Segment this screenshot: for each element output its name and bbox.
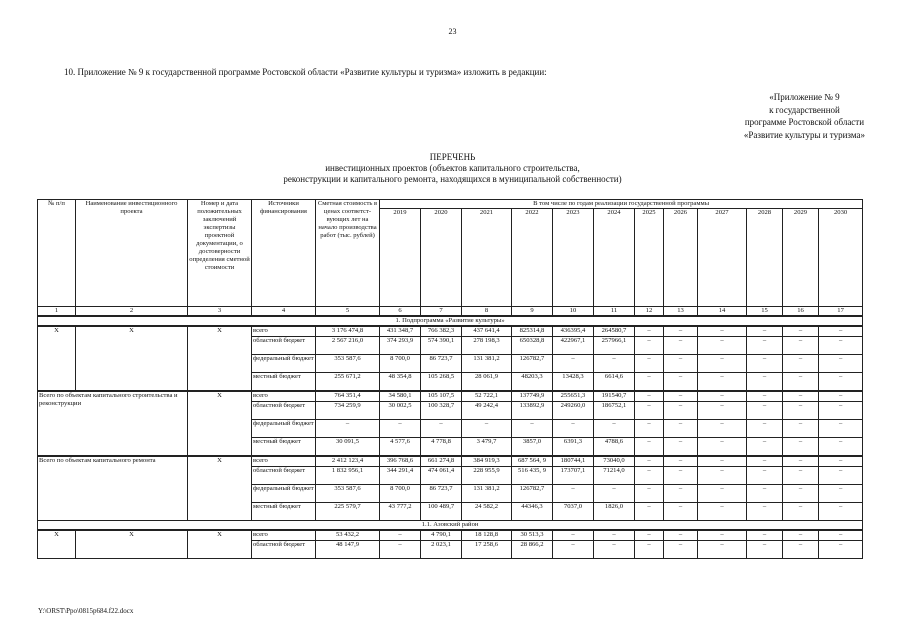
year-value: 52 722,1 <box>462 391 512 402</box>
year-value: 6391,3 <box>553 438 594 457</box>
year-value: – <box>635 485 664 503</box>
year-value: – <box>512 420 553 438</box>
year-value: – <box>747 467 783 485</box>
year-value: 48203,3 <box>512 373 553 392</box>
estimated-cost: 2 567 216,0 <box>316 337 380 355</box>
year-value: – <box>698 530 747 541</box>
year-value: – <box>664 337 698 355</box>
year-value: – <box>819 326 863 337</box>
year-value: 384 919,3 <box>462 456 512 467</box>
year-value: 2 023,1 <box>421 541 462 559</box>
estimated-cost: 1 832 956,1 <box>316 467 380 485</box>
estimated-cost: – <box>316 420 380 438</box>
row-name: X <box>76 530 188 559</box>
estimated-cost: 48 147,9 <box>316 541 380 559</box>
year-value: – <box>664 420 698 438</box>
column-number: 8 <box>462 307 512 317</box>
year-value: 422967,1 <box>553 337 594 355</box>
estimated-cost: 3 176 474,8 <box>316 326 380 337</box>
year-value: 278 198,3 <box>462 337 512 355</box>
year-value: – <box>698 503 747 521</box>
header-year: 2024 <box>594 209 635 307</box>
row-doc: X <box>188 456 252 521</box>
table-row <box>38 326 863 337</box>
year-value: – <box>664 355 698 373</box>
year-value: – <box>664 541 698 559</box>
year-value: – <box>635 456 664 467</box>
year-value: – <box>380 530 421 541</box>
funding-source: областной бюджет <box>252 541 316 559</box>
year-value: – <box>819 402 863 420</box>
column-number: 12 <box>635 307 664 317</box>
funding-source: федеральный бюджет <box>252 420 316 438</box>
year-value: – <box>635 438 664 457</box>
year-value: 86 723,7 <box>421 485 462 503</box>
year-value: 131 381,2 <box>462 355 512 373</box>
year-value: 105 268,5 <box>421 373 462 392</box>
year-value: 825314,8 <box>512 326 553 337</box>
year-value: – <box>553 485 594 503</box>
row-doc: X <box>188 391 252 456</box>
year-value: – <box>698 355 747 373</box>
year-value: – <box>698 391 747 402</box>
header-year: 2023 <box>553 209 594 307</box>
row-name: X <box>76 326 188 391</box>
year-value: 4 778,8 <box>421 438 462 457</box>
year-value: 131 381,2 <box>462 485 512 503</box>
column-number: 5 <box>316 307 380 317</box>
year-value: – <box>819 438 863 457</box>
year-value: 18 128,8 <box>462 530 512 541</box>
year-value: – <box>783 337 819 355</box>
year-value: – <box>747 402 783 420</box>
year-value: 100 328,7 <box>421 402 462 420</box>
year-value: 86 723,7 <box>421 355 462 373</box>
year-value: – <box>783 541 819 559</box>
year-value: – <box>819 456 863 467</box>
year-value: 43 777,2 <box>380 503 421 521</box>
year-value: – <box>747 503 783 521</box>
year-value: – <box>594 355 635 373</box>
year-value: 100 489,7 <box>421 503 462 521</box>
column-number: 10 <box>553 307 594 317</box>
estimated-cost: 53 432,2 <box>316 530 380 541</box>
year-value: – <box>747 485 783 503</box>
year-value: 687 564, 9 <box>512 456 553 467</box>
year-value: – <box>747 326 783 337</box>
column-number: 2 <box>76 307 188 317</box>
year-value: 264580,7 <box>594 326 635 337</box>
funding-source: областной бюджет <box>252 337 316 355</box>
appendix-line: «Развитие культуры и туризма» <box>743 129 865 140</box>
header-year: 2022 <box>512 209 553 307</box>
year-value: – <box>594 541 635 559</box>
year-value: 44346,3 <box>512 503 553 521</box>
section-title: 1.1. Азовский район <box>38 521 863 531</box>
header-year: 2026 <box>664 209 698 307</box>
year-value: – <box>635 355 664 373</box>
year-value: – <box>783 467 819 485</box>
estimated-cost: 255 671,2 <box>316 373 380 392</box>
year-value: – <box>698 541 747 559</box>
year-value: 17 258,6 <box>462 541 512 559</box>
page-number: 23 <box>448 27 457 36</box>
year-value: – <box>664 503 698 521</box>
year-value: – <box>664 402 698 420</box>
appendix-header <box>744 91 865 141</box>
year-value: – <box>783 391 819 402</box>
section-row <box>38 316 863 326</box>
table-row <box>38 530 863 541</box>
year-value: 126782,7 <box>512 355 553 373</box>
funding-source: всего <box>252 456 316 467</box>
year-value: – <box>698 373 747 392</box>
appendix-line: «Приложение № 9 <box>769 92 840 102</box>
header-year: 2021 <box>462 209 512 307</box>
column-number: 9 <box>512 307 553 317</box>
year-value: 13428,3 <box>553 373 594 392</box>
year-value: – <box>635 530 664 541</box>
year-value: 191540,7 <box>594 391 635 402</box>
table-row <box>38 456 863 467</box>
header-year: 2029 <box>783 209 819 307</box>
year-value: – <box>783 530 819 541</box>
year-value: 374 293,9 <box>380 337 421 355</box>
year-value: – <box>635 373 664 392</box>
year-value: – <box>594 530 635 541</box>
year-value: 3857,0 <box>512 438 553 457</box>
column-number: 4 <box>252 307 316 317</box>
year-value: – <box>635 467 664 485</box>
header-row <box>38 200 863 209</box>
funding-source: местный бюджет <box>252 503 316 521</box>
year-value: 255651,3 <box>553 391 594 402</box>
year-value: – <box>664 530 698 541</box>
year-value: 49 242,4 <box>462 402 512 420</box>
funding-source: местный бюджет <box>252 438 316 457</box>
year-value: 3 479,7 <box>462 438 512 457</box>
year-value: – <box>664 326 698 337</box>
investment-projects-table <box>37 199 863 559</box>
year-value: – <box>594 420 635 438</box>
year-value: – <box>698 420 747 438</box>
year-value: – <box>664 456 698 467</box>
year-value: – <box>698 337 747 355</box>
year-value: – <box>635 326 664 337</box>
year-value: 7037,0 <box>553 503 594 521</box>
year-value: – <box>783 503 819 521</box>
year-value: – <box>698 485 747 503</box>
year-value: 34 580,1 <box>380 391 421 402</box>
estimated-cost: 353 587,6 <box>316 355 380 373</box>
year-value: – <box>747 337 783 355</box>
appendix-line: программе Ростовской области <box>744 117 865 127</box>
year-value: – <box>594 485 635 503</box>
year-value: – <box>783 355 819 373</box>
year-value: 28 866,2 <box>512 541 553 559</box>
year-value: 71214,0 <box>594 467 635 485</box>
year-value: – <box>664 467 698 485</box>
year-value: 126782,7 <box>512 485 553 503</box>
year-value: 137749,9 <box>512 391 553 402</box>
estimated-cost: 30 091,5 <box>316 438 380 457</box>
year-value: – <box>819 420 863 438</box>
document-title <box>0 152 905 185</box>
year-value: 1826,0 <box>594 503 635 521</box>
year-value: – <box>747 438 783 457</box>
title-line: реконструкции и капитального ремонта, находящихся в муниципальной собственности) <box>283 174 622 184</box>
funding-source: всего <box>252 530 316 541</box>
year-value: – <box>747 420 783 438</box>
year-value: – <box>747 391 783 402</box>
funding-source: федеральный бюджет <box>252 355 316 373</box>
year-value: 4 577,6 <box>380 438 421 457</box>
year-value: – <box>698 456 747 467</box>
year-value: 228 955,9 <box>462 467 512 485</box>
year-value: – <box>553 355 594 373</box>
year-value: – <box>783 456 819 467</box>
row-doc: X <box>188 530 252 559</box>
year-value: – <box>664 373 698 392</box>
year-value: 4788,6 <box>594 438 635 457</box>
year-value: – <box>698 402 747 420</box>
column-number: 13 <box>664 307 698 317</box>
header-year: 2025 <box>635 209 664 307</box>
year-value: – <box>635 420 664 438</box>
year-value: – <box>462 420 512 438</box>
row-name: Всего по объектам капитального строительства и реконструкции <box>38 391 188 456</box>
year-value: – <box>819 391 863 402</box>
header-year: 2030 <box>819 209 863 307</box>
year-value: – <box>747 373 783 392</box>
year-value: 24 582,2 <box>462 503 512 521</box>
year-value: – <box>635 337 664 355</box>
year-value: – <box>635 402 664 420</box>
column-number: 17 <box>819 307 863 317</box>
estimated-cost: 225 579,7 <box>316 503 380 521</box>
year-value: – <box>819 530 863 541</box>
year-value: – <box>819 355 863 373</box>
funding-source: федеральный бюджет <box>252 485 316 503</box>
year-value: – <box>664 391 698 402</box>
year-value: 186752,1 <box>594 402 635 420</box>
year-value: – <box>421 420 462 438</box>
intro-text: 10. Приложение № 9 к государственной программе Ростовской области «Развитие культуры и туризма» изложить в редакции: <box>64 67 547 77</box>
header-years-group: В том числе по годам реализации государственной программы <box>380 200 863 209</box>
year-value: – <box>819 337 863 355</box>
year-value: – <box>747 355 783 373</box>
table-body <box>38 307 863 559</box>
estimated-cost: 353 587,6 <box>316 485 380 503</box>
year-value: 8 700,0 <box>380 355 421 373</box>
appendix-line: к государственной <box>769 104 840 115</box>
year-value: – <box>747 456 783 467</box>
year-value: – <box>635 541 664 559</box>
header-year: 2020 <box>421 209 462 307</box>
row-num: X <box>38 326 76 391</box>
table-row <box>38 391 863 402</box>
year-value: – <box>553 420 594 438</box>
year-value: 180744,1 <box>553 456 594 467</box>
year-value: 516 435, 9 <box>512 467 553 485</box>
year-value: 8 700,0 <box>380 485 421 503</box>
section-title: 1. Подпрограмма «Развитие культуры» <box>38 316 863 326</box>
funding-source: всего <box>252 326 316 337</box>
year-value: – <box>783 402 819 420</box>
year-value: – <box>380 541 421 559</box>
year-value: 574 390,1 <box>421 337 462 355</box>
year-value: – <box>664 438 698 457</box>
year-value: – <box>698 467 747 485</box>
footer-file-path: Y:\ORST\Ppo\0815p684.f22.docx <box>38 607 134 615</box>
row-name: Всего по объектам капитального ремонта <box>38 456 188 521</box>
funding-source: областной бюджет <box>252 467 316 485</box>
header-year: 2028 <box>747 209 783 307</box>
funding-source: местный бюджет <box>252 373 316 392</box>
year-value: – <box>635 503 664 521</box>
year-value: 30 513,3 <box>512 530 553 541</box>
year-value: 4 790,1 <box>421 530 462 541</box>
estimated-cost: 764 351,4 <box>316 391 380 402</box>
year-value: – <box>664 485 698 503</box>
year-value: – <box>783 438 819 457</box>
year-value: 431 348,7 <box>380 326 421 337</box>
year-value: – <box>747 530 783 541</box>
estimated-cost: 734 259,9 <box>316 402 380 420</box>
year-value: 30 002,5 <box>380 402 421 420</box>
header-year: 2027 <box>698 209 747 307</box>
header-year: 2019 <box>380 209 421 307</box>
header-source: Источники финансирования <box>252 200 316 307</box>
year-value: – <box>819 467 863 485</box>
year-value: 650328,8 <box>512 337 553 355</box>
column-number: 7 <box>421 307 462 317</box>
column-number: 11 <box>594 307 635 317</box>
year-value: 48 354,8 <box>380 373 421 392</box>
row-doc: X <box>188 326 252 391</box>
year-value: 436395,4 <box>553 326 594 337</box>
year-value: 437 641,4 <box>462 326 512 337</box>
year-value: 344 291,4 <box>380 467 421 485</box>
funding-source: всего <box>252 391 316 402</box>
year-value: 6614,6 <box>594 373 635 392</box>
year-value: – <box>783 373 819 392</box>
row-num: X <box>38 530 76 559</box>
year-value: – <box>819 485 863 503</box>
year-value: 257966,1 <box>594 337 635 355</box>
year-value: – <box>380 420 421 438</box>
title-heading: ПЕРЕЧЕНЬ <box>429 152 476 162</box>
year-value: – <box>819 373 863 392</box>
column-number-row <box>38 307 863 317</box>
column-number: 15 <box>747 307 783 317</box>
year-value: – <box>553 530 594 541</box>
year-value: 28 061,9 <box>462 373 512 392</box>
year-value: 396 768,6 <box>380 456 421 467</box>
estimated-cost: 2 412 123,4 <box>316 456 380 467</box>
year-value: – <box>819 541 863 559</box>
column-number: 14 <box>698 307 747 317</box>
year-value: – <box>783 326 819 337</box>
year-value: 661 274,8 <box>421 456 462 467</box>
column-number: 1 <box>38 307 76 317</box>
column-number: 6 <box>380 307 421 317</box>
year-value: 133892,9 <box>512 402 553 420</box>
funding-source: областной бюджет <box>252 402 316 420</box>
year-value: – <box>783 420 819 438</box>
year-value: – <box>698 326 747 337</box>
header-doc: Номер и дата положительных заключений экспертизы проектной документации, о достоверности определения сметной стоимости <box>188 200 252 307</box>
title-line: инвестиционных проектов (объектов капитального строительства, <box>325 163 580 173</box>
year-value: – <box>783 485 819 503</box>
year-value: 173707,1 <box>553 467 594 485</box>
year-value: – <box>553 541 594 559</box>
year-value: – <box>635 391 664 402</box>
year-value: 474 061,4 <box>421 467 462 485</box>
year-value: 766 382,3 <box>421 326 462 337</box>
header-num: № п/п <box>38 200 76 307</box>
year-value: – <box>819 503 863 521</box>
column-number: 16 <box>783 307 819 317</box>
year-value: 249260,0 <box>553 402 594 420</box>
year-value: – <box>698 438 747 457</box>
year-value: – <box>747 541 783 559</box>
header-cost: Сметная стоимость в ценах соответст-вующих лет на начало производства работ (тыс. рублей) <box>316 200 380 307</box>
header-name: Наименование инвестиционного проекта <box>76 200 188 307</box>
section-row <box>38 521 863 531</box>
year-value: 105 107,5 <box>421 391 462 402</box>
year-value: 73040,0 <box>594 456 635 467</box>
column-number: 3 <box>188 307 252 317</box>
